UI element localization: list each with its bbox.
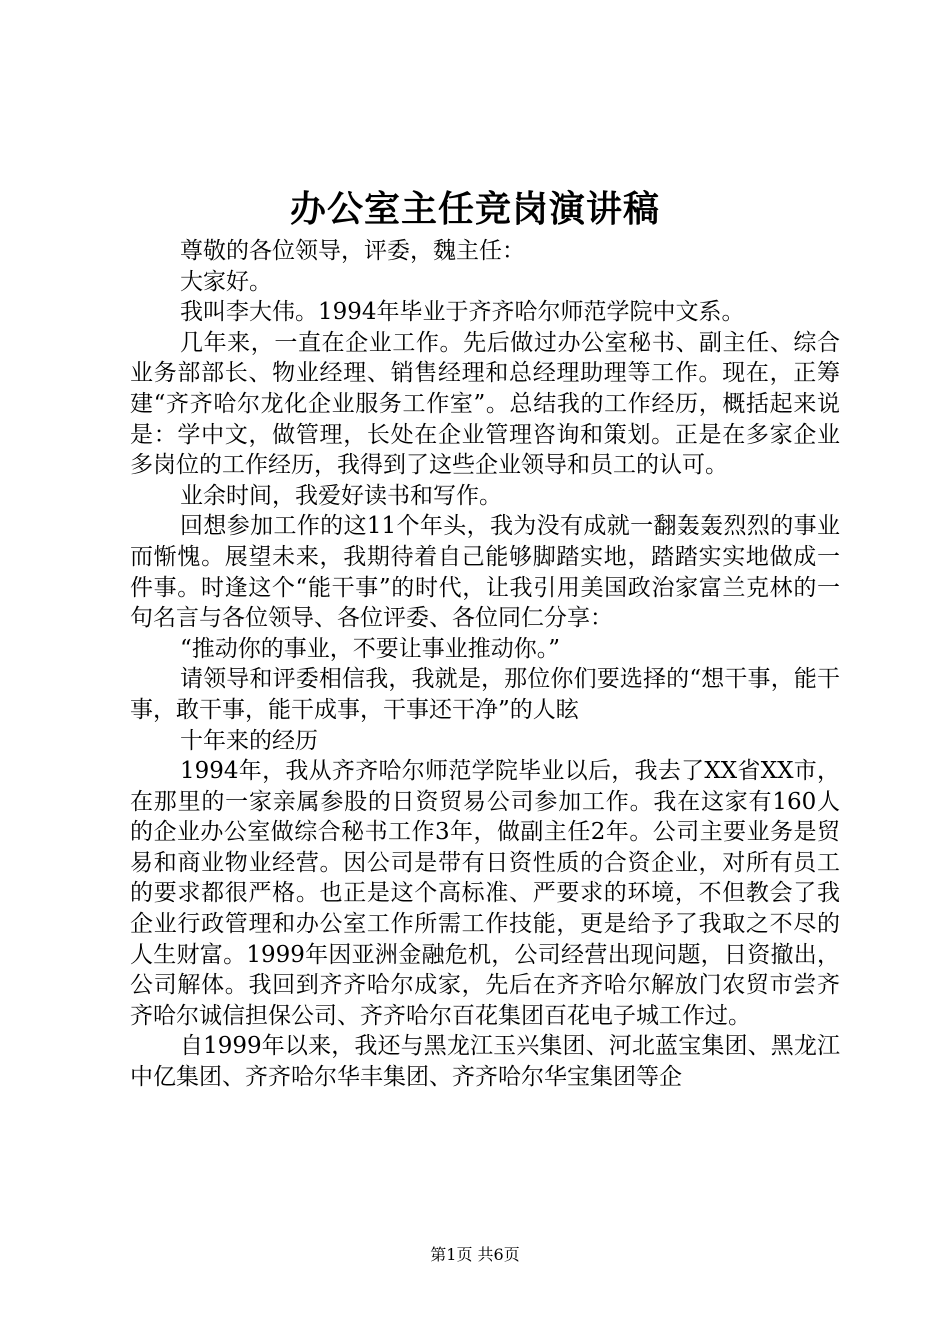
document-body [130, 236, 840, 1093]
paragraph-work-summary: 几年来，一直在企业工作。先后做过办公室秘书、副主任、综合业务部部长、物业经理、销售经理和总经理助理等工作。现在，正筹建“齐齐哈尔龙化企业服务工作室”。总结我的工作经历，概括起来说是：学中文，做管理，长处在企业管理咨询和策划。正是在多家企业多岗位的工作经历，我得到了这些企业领导和员工的认可。 [130, 329, 840, 479]
paragraph-appeal: 请领导和评委相信我，我就是，那位你们要选择的“想干事，能干事，敢干事，能干成事，干事还干净”的人眩 [130, 666, 840, 723]
paragraph-introduction: 我叫李大伟。1994年毕业于齐齐哈尔师范学院中文系。 [180, 299, 745, 326]
paragraph-salutation: 尊敬的各位领导，评委，魏主任： [180, 238, 525, 264]
paragraph-greeting: 大家好。 [180, 268, 272, 295]
paragraph-experience-1999: 自1999年以来，我还与黑龙江玉兴集团、河北蓝宝集团、黑龙江中亿集团、齐齐哈尔华丰集团、齐齐哈尔华宝集团等企 [130, 1033, 840, 1091]
paragraph-hobbies: 业余时间，我爱好读书和写作。 [180, 482, 502, 509]
section-heading-experience: 十年来的经历 [180, 727, 318, 754]
page-number-footer: 第1页 共6页 [430, 1245, 520, 1264]
document-title: 办公室主任竞岗演讲稿 [289, 188, 660, 230]
paragraph-reflection: 回想参加工作的这11个年头，我为没有成就一翻轰轰烈烈的事业而惭愧。展望未来，我期待着自己能够脚踏实地，踏踏实实地做成一件事。时逢这个“能干事”的时代，让我引用美国政治家富兰克林的一句名言与各位领导、各位评委、各位同仁分享： [130, 513, 840, 632]
paragraph-experience-1994: 1994年，我从齐齐哈尔师范学院毕业以后，我去了XX省XX市，在那里的一家亲属参股的日资贸易公司参加工作。我在这家有160人的企业办公室做综合秘书工作3年，做副主任2年。公司主要业务是贸易和商业物业经营。因公司是带有日资性质的合资企业，对所有员工的要求都很严格。也正是这个高标准、严要求的环境，不但教会了我企业行政管理和办公室工作所需工作技能，更是给予了我取之不尽的人生财富。1999年因亚洲金融危机，公司经营出现问题，日资撤出，公司解体。我回到齐齐哈尔成家，先后在齐齐哈尔解放门农贸市尝齐齐哈尔诚信担保公司、齐齐哈尔百花集团百花电子城工作过。 [130, 758, 840, 1029]
paragraph-quote: “推动你的事业，不要让事业推动你。” [180, 635, 561, 662]
